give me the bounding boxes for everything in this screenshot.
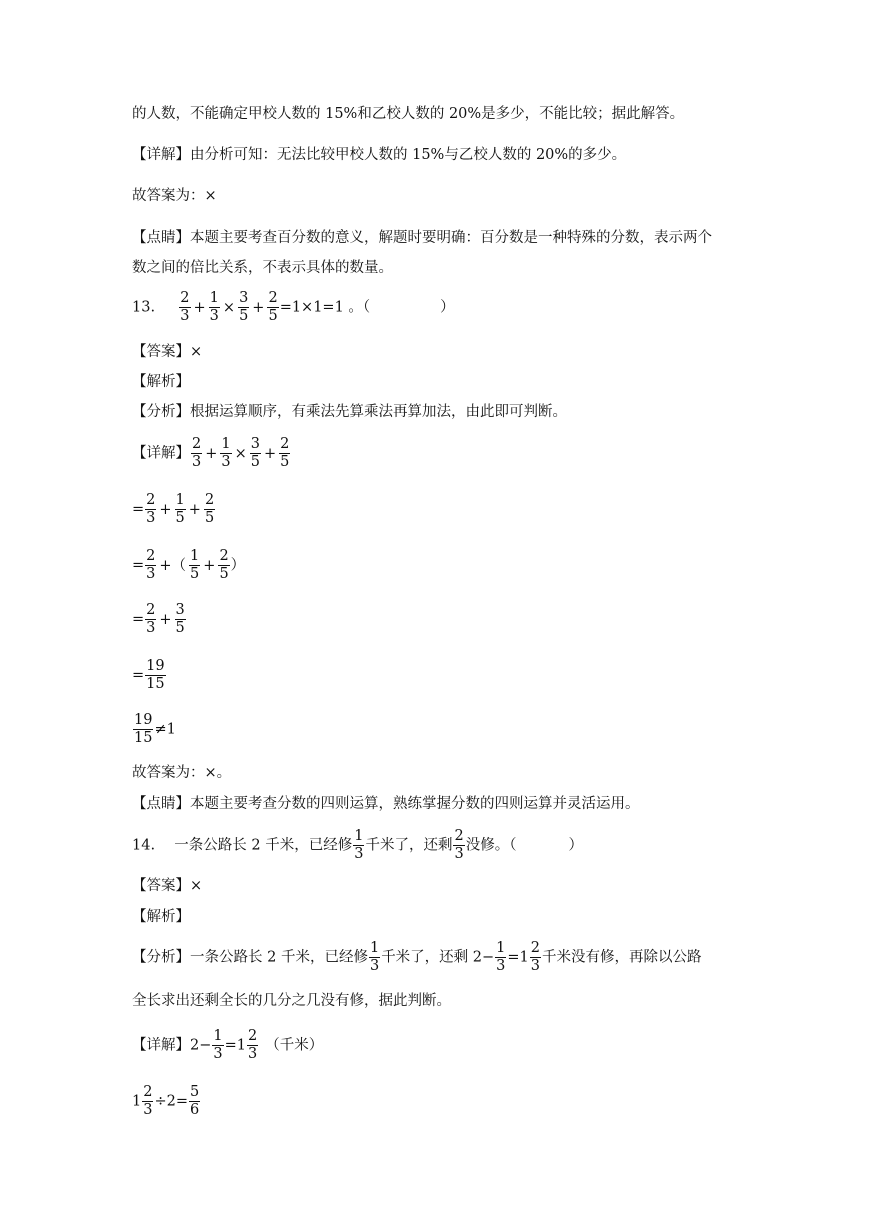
- q14-detail-line-2: 1 $\frac{2}{3}$ ÷2= $\frac{5}{6}$: [132, 1084, 200, 1118]
- fraction: $\frac{1}{3}$: [354, 828, 364, 862]
- q14-answer: 【答案】×: [132, 878, 203, 894]
- fraction: $\frac{1}{3}$: [496, 940, 506, 974]
- fraction: $\frac{1}{5}$: [190, 548, 200, 582]
- q13-final-answer: 故答案为：×。: [132, 765, 232, 781]
- fraction: $\frac{2}{3}$: [146, 602, 156, 636]
- q13-detail-line-2: = $\frac{2}{3}$ +（ $\frac{1}{5}$ + $\frac{2}{5}$ ）: [132, 548, 246, 582]
- intro-tip-line-1: 【点睛】本题主要考查百分数的意义，解题时要明确：百分数是一种特殊的分数，表示两个: [132, 230, 712, 246]
- fraction: $\frac{1}{3}$: [213, 1028, 223, 1062]
- intro-answer: 故答案为：×: [132, 188, 217, 204]
- q13-detail-line-0: 【详解】 $\frac{2}{3}$ + $\frac{1}{3}$ × $\frac{3}{5}$ + $\frac{2}{5}$: [132, 436, 290, 470]
- fraction: $\frac{2}{5}$: [219, 548, 229, 582]
- fraction: $\frac{2}{3}$: [530, 940, 541, 974]
- fraction: $\frac{1}{3}$: [221, 436, 231, 470]
- intro-line-1: 的人数，不能确定甲校人数的 15%和乙校人数的 20%是多少，不能比较；据此解答。: [132, 106, 685, 122]
- q13-detail-line-4: = $\frac{19}{15}$: [132, 658, 165, 692]
- fraction: $\frac{3}{5}$: [175, 602, 185, 636]
- fraction: $\frac{2}{3}$: [180, 290, 190, 324]
- fraction: $\frac{2}{5}$: [204, 492, 215, 526]
- q13-analysis: 【分析】根据运算顺序，有乘法先算乘法再算加法，由此即可判断。: [132, 404, 567, 420]
- fraction: $\frac{5}{6}$: [190, 1084, 200, 1118]
- fraction: $\frac{2}{3}$: [247, 1028, 258, 1062]
- q14-number: 14.: [132, 837, 156, 854]
- q13-number: 13.: [132, 299, 156, 316]
- q14-jiexi: 【解析】: [132, 909, 190, 925]
- fraction: $\frac{1}{3}$: [209, 290, 219, 324]
- fraction: $\frac{2}{3}$: [143, 1084, 153, 1118]
- fraction: $\frac{1}{3}$: [369, 940, 380, 974]
- q13-detail-line-1: = $\frac{2}{3}$ + $\frac{1}{5}$ + $\frac{2}{5}$: [132, 492, 215, 526]
- fraction: $\frac{2}{3}$: [146, 548, 156, 582]
- intro-detail: 【详解】由分析可知：无法比较甲校人数的 15%与乙校人数的 20%的多少。: [132, 147, 627, 163]
- fraction: $\frac{2}{3}$: [192, 436, 202, 470]
- q13-detail-line-5: $\frac{19}{15}$ ≠1: [134, 712, 176, 746]
- q13-stem: 13. $\frac{2}{3}$ + $\frac{1}{3}$ × $\frac{3}{5}$ + $\frac{2}{5}$ =1×1=1 。（ ）: [132, 290, 455, 324]
- fraction: $\frac{2}{5}$: [280, 436, 290, 470]
- fraction: $\frac{2}{3}$: [454, 828, 464, 862]
- fraction: $\frac{3}{5}$: [239, 290, 249, 324]
- fraction: $\frac{1}{5}$: [175, 492, 185, 526]
- fraction: $\frac{19}{15}$: [134, 712, 153, 746]
- q14-analysis-line-1: 【分析】一条公路长 2 千米，已经修 $\frac{1}{3}$ 千米了，还剩 2− $\frac{1}{3}$ =1 $\frac{2}{3}$ 千米没有修，再除以公路: [132, 940, 702, 974]
- q14-stem: 14. 一条公路长 2 千米，已经修 $\frac{1}{3}$ 千米了，还剩 $\frac{2}{3}$ 没修。（ ）: [132, 828, 583, 862]
- q13-answer: 【答案】×: [132, 344, 203, 360]
- q13-jiexi: 【解析】: [132, 374, 190, 390]
- fraction: $\frac{3}{5}$: [250, 436, 261, 470]
- fraction: $\frac{2}{5}$: [268, 290, 278, 324]
- q13-tip: 【点睛】本题主要考查分数的四则运算，熟练掌握分数的四则运算并灵活运用。: [132, 796, 640, 812]
- fraction: $\frac{2}{3}$: [146, 492, 156, 526]
- fraction: $\frac{19}{15}$: [146, 658, 165, 692]
- q14-detail-line-1: 【详解】2− $\frac{1}{3}$ =1 $\frac{2}{3}$ （千米）: [132, 1028, 324, 1062]
- intro-tip-line-2: 数之间的倍比关系，不表示具体的数量。: [132, 260, 393, 276]
- q14-analysis-line-2: 全长求出还剩全长的几分之几没有修，据此判断。: [132, 993, 451, 1009]
- q13-detail-line-3: = $\frac{2}{3}$ + $\frac{3}{5}$: [132, 602, 185, 636]
